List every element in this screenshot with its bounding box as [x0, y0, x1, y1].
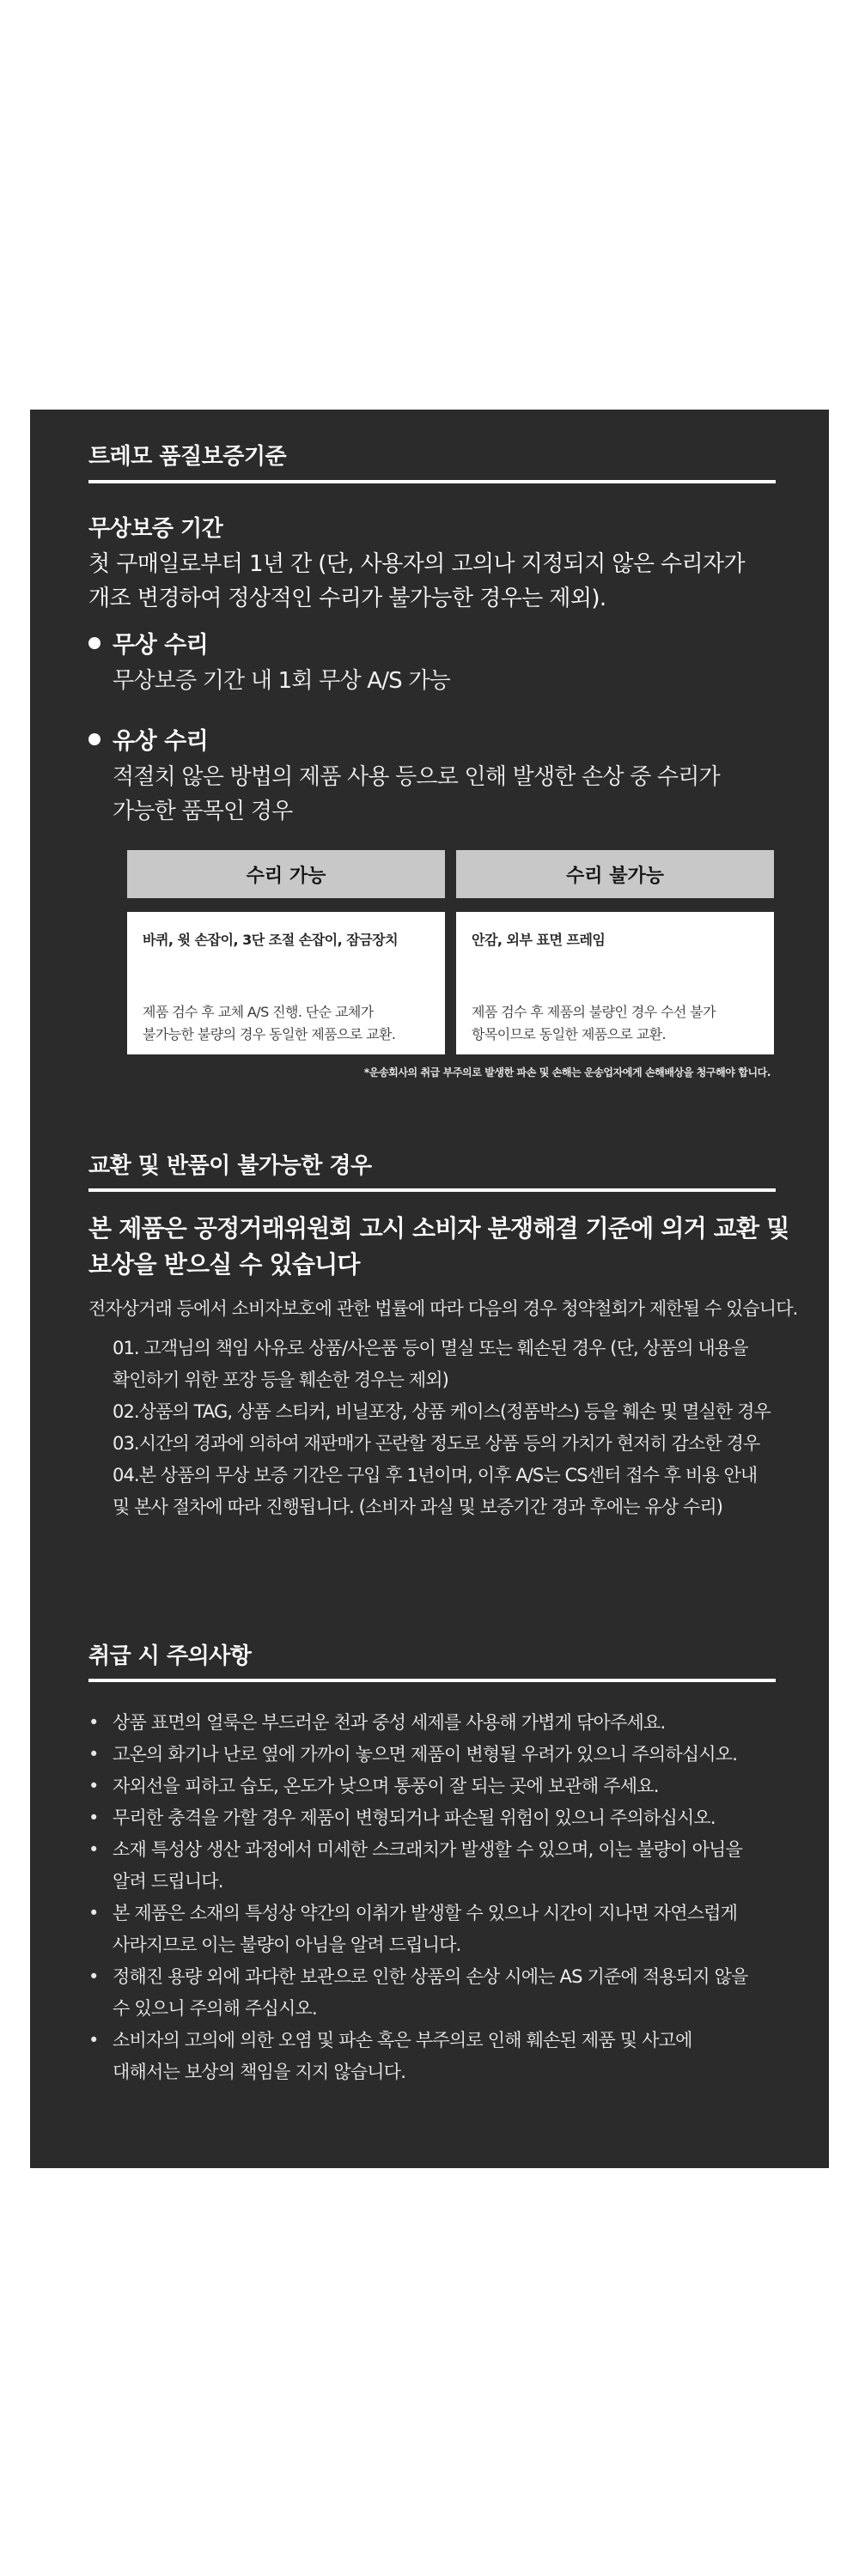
- care-text: 소비자의 고의에 의한 오염 및 파손 혹은 부주의로 인해 훼손된 제품 및 사고에: [113, 2030, 692, 2050]
- free-period-title: 무상보증 기간: [88, 516, 223, 542]
- paid-repair-heading: [88, 722, 208, 756]
- list-item: 01. 고객님의 책임 사유로 상품/사은품 등이 멸실 또는 훼손된 경우 (단, 상품의 내용을: [113, 1338, 748, 1358]
- bullet-icon: •: [88, 1712, 100, 1733]
- care-text: 사라지므로 이는 불량이 아님을 알려 드립니다.: [113, 1935, 461, 1955]
- section-divider: [88, 1188, 776, 1192]
- paid-repair-description: [113, 760, 765, 829]
- bullet-icon: •: [88, 1839, 100, 1860]
- list-item: 03.시간의 경과에 의하여 재판매가 곤란할 정도로 상품 등의 가치가 현저히 감소한 경우: [113, 1433, 760, 1454]
- repairable-cell: [127, 912, 445, 1054]
- bullet-icon: •: [88, 2030, 100, 2050]
- repairable-note-line: 제품 검수 후 교체 A/S 진행. 단순 교체가: [143, 1004, 374, 1020]
- non-repairable-items: 안감, 외부 표면 프레임: [472, 932, 606, 948]
- care-text: 소재 특성상 생산 과정에서 미세한 스크래치가 발생할 수 있으며, 이는 불량이 아님을: [113, 1839, 743, 1860]
- non-repairable-note-line: 제품 검수 후 제품의 불량인 경우 수선 불가: [472, 1004, 716, 1020]
- exchange-intro: 전자상거래 등에서 소비자보호에 관한 법률에 따라 다음의 경우 청약철회가 제한될 수 있습니다.: [88, 1298, 798, 1319]
- paid-repair-line: 적절치 않은 방법의 제품 사용 등으로 인해 발생한 손상 중 수리가: [113, 764, 720, 790]
- section-divider: [88, 1679, 776, 1682]
- list-item: [88, 1707, 793, 1739]
- non-repairable-note-line: 항목이므로 동일한 제품으로 교환.: [472, 1026, 666, 1042]
- list-item: [88, 1771, 793, 1802]
- care-text: 상품 표면의 얼룩은 부드러운 천과 중성 세제를 사용해 가볍게 닦아주세요.: [113, 1712, 666, 1733]
- bullet-icon: •: [88, 1966, 100, 1987]
- bullet-icon: •: [88, 1807, 100, 1828]
- care-text: 정해진 용량 외에 과다한 보관으로 인한 상품의 손상 시에는 AS 기준에 적용되지 않을: [113, 1966, 748, 1987]
- free-repair-heading: [88, 626, 208, 659]
- free-period-line: 첫 구매일로부터 1년 간 (단, 사용자의 고의나 지정되지 않은 수리자가: [88, 551, 746, 577]
- exchange-section-title: 교환 및 반품이 불가능한 경우: [88, 1153, 372, 1179]
- care-text: 본 제품은 소재의 특성상 약간의 이취가 발생할 수 있으나 시간이 지나면 자연스럽게: [113, 1903, 738, 1923]
- care-text: 고온의 화기나 난로 옆에 가까이 놓으면 제품이 변형될 우려가 있으니 주의하십시오.: [113, 1744, 738, 1765]
- bullet-icon: •: [88, 1776, 100, 1796]
- list-item: [88, 1802, 793, 1834]
- list-item: [88, 1739, 793, 1771]
- repairable-header: 수리 가능: [127, 850, 445, 898]
- care-section-title: 취급 시 주의사항: [88, 1643, 252, 1669]
- list-item: 04.본 상품의 무상 보증 기간은 구입 후 1년이며, 이후 A/S는 CS센터 접수 후 비용 안내: [113, 1465, 758, 1485]
- repairable-note: [143, 1001, 435, 1046]
- exchange-lead-line: 본 제품은 공정거래위원회 고시 소비자 분쟁해결 기준에 의거 교환 및: [88, 1214, 789, 1242]
- care-text: 무리한 충격을 가할 경우 제품이 변형되거나 파손될 위험이 있으니 주의하십시오.: [113, 1807, 716, 1828]
- free-repair-title: 무상 수리: [113, 632, 209, 659]
- paid-repair-line: 가능한 품목인 경우: [113, 799, 293, 824]
- care-text: 수 있으니 주의해 주십시오.: [113, 1998, 317, 2019]
- section-divider: [88, 480, 776, 483]
- care-list: [88, 1707, 793, 2088]
- exchange-lead-line: 보상을 받으실 수 있습니다: [88, 1250, 360, 1279]
- exchange-lead: [88, 1211, 793, 1283]
- list-item: 및 본사 절차에 따라 진행됩니다. (소비자 과실 및 보증기간 경과 후에는 유상 수리): [113, 1497, 723, 1517]
- care-text: 알려 드립니다.: [113, 1871, 223, 1892]
- exchange-restriction-list: [113, 1333, 800, 1523]
- list-item: 02.상품의 TAG, 상품 스티커, 비닐포장, 상품 케이스(정품박스) 등을 훼손 및 멸실한 경우: [113, 1401, 771, 1422]
- non-repairable-header: 수리 불가능: [456, 850, 774, 898]
- free-period-line: 개조 변경하여 정상적인 수리가 불가능한 경우는 제외).: [88, 586, 606, 611]
- bullet-dot-icon: [88, 637, 101, 649]
- bullet-icon: •: [88, 1744, 100, 1765]
- free-period-description: [88, 547, 793, 616]
- non-repairable-cell: [456, 912, 774, 1054]
- repairable-note-line: 불가능한 불량의 경우 동일한 제품으로 교환.: [143, 1026, 396, 1042]
- repairable-items: 바퀴, 윗 손잡이, 3단 조절 손잡이, 잠금장치: [143, 932, 399, 948]
- paid-repair-title: 유상 수리: [113, 728, 209, 755]
- care-text: 자외선을 피하고 습도, 온도가 낮으며 통풍이 잘 되는 곳에 보관해 주세요.: [113, 1776, 659, 1796]
- warranty-section-title: 트레모 품질보증기준: [88, 444, 287, 470]
- free-repair-description: 무상보증 기간 내 1회 무상 A/S 가능: [113, 668, 450, 694]
- list-item: 확인하기 위한 포장 등을 훼손한 경우는 제외): [113, 1370, 448, 1390]
- care-text: 대해서는 보상의 책임을 지지 않습니다.: [113, 2062, 406, 2082]
- non-repairable-note: [472, 1001, 764, 1046]
- bullet-icon: •: [88, 1903, 100, 1923]
- list-item: [88, 1834, 793, 1898]
- shipping-footnote: *운송회사의 취급 부주의로 발생한 파손 및 손해는 운송업자에게 손해배상을 청구해야 합니다.: [363, 1066, 771, 1078]
- list-item: [88, 1961, 793, 2025]
- bullet-dot-icon: [88, 733, 101, 745]
- list-item: [88, 2025, 793, 2088]
- list-item: [88, 1898, 793, 1961]
